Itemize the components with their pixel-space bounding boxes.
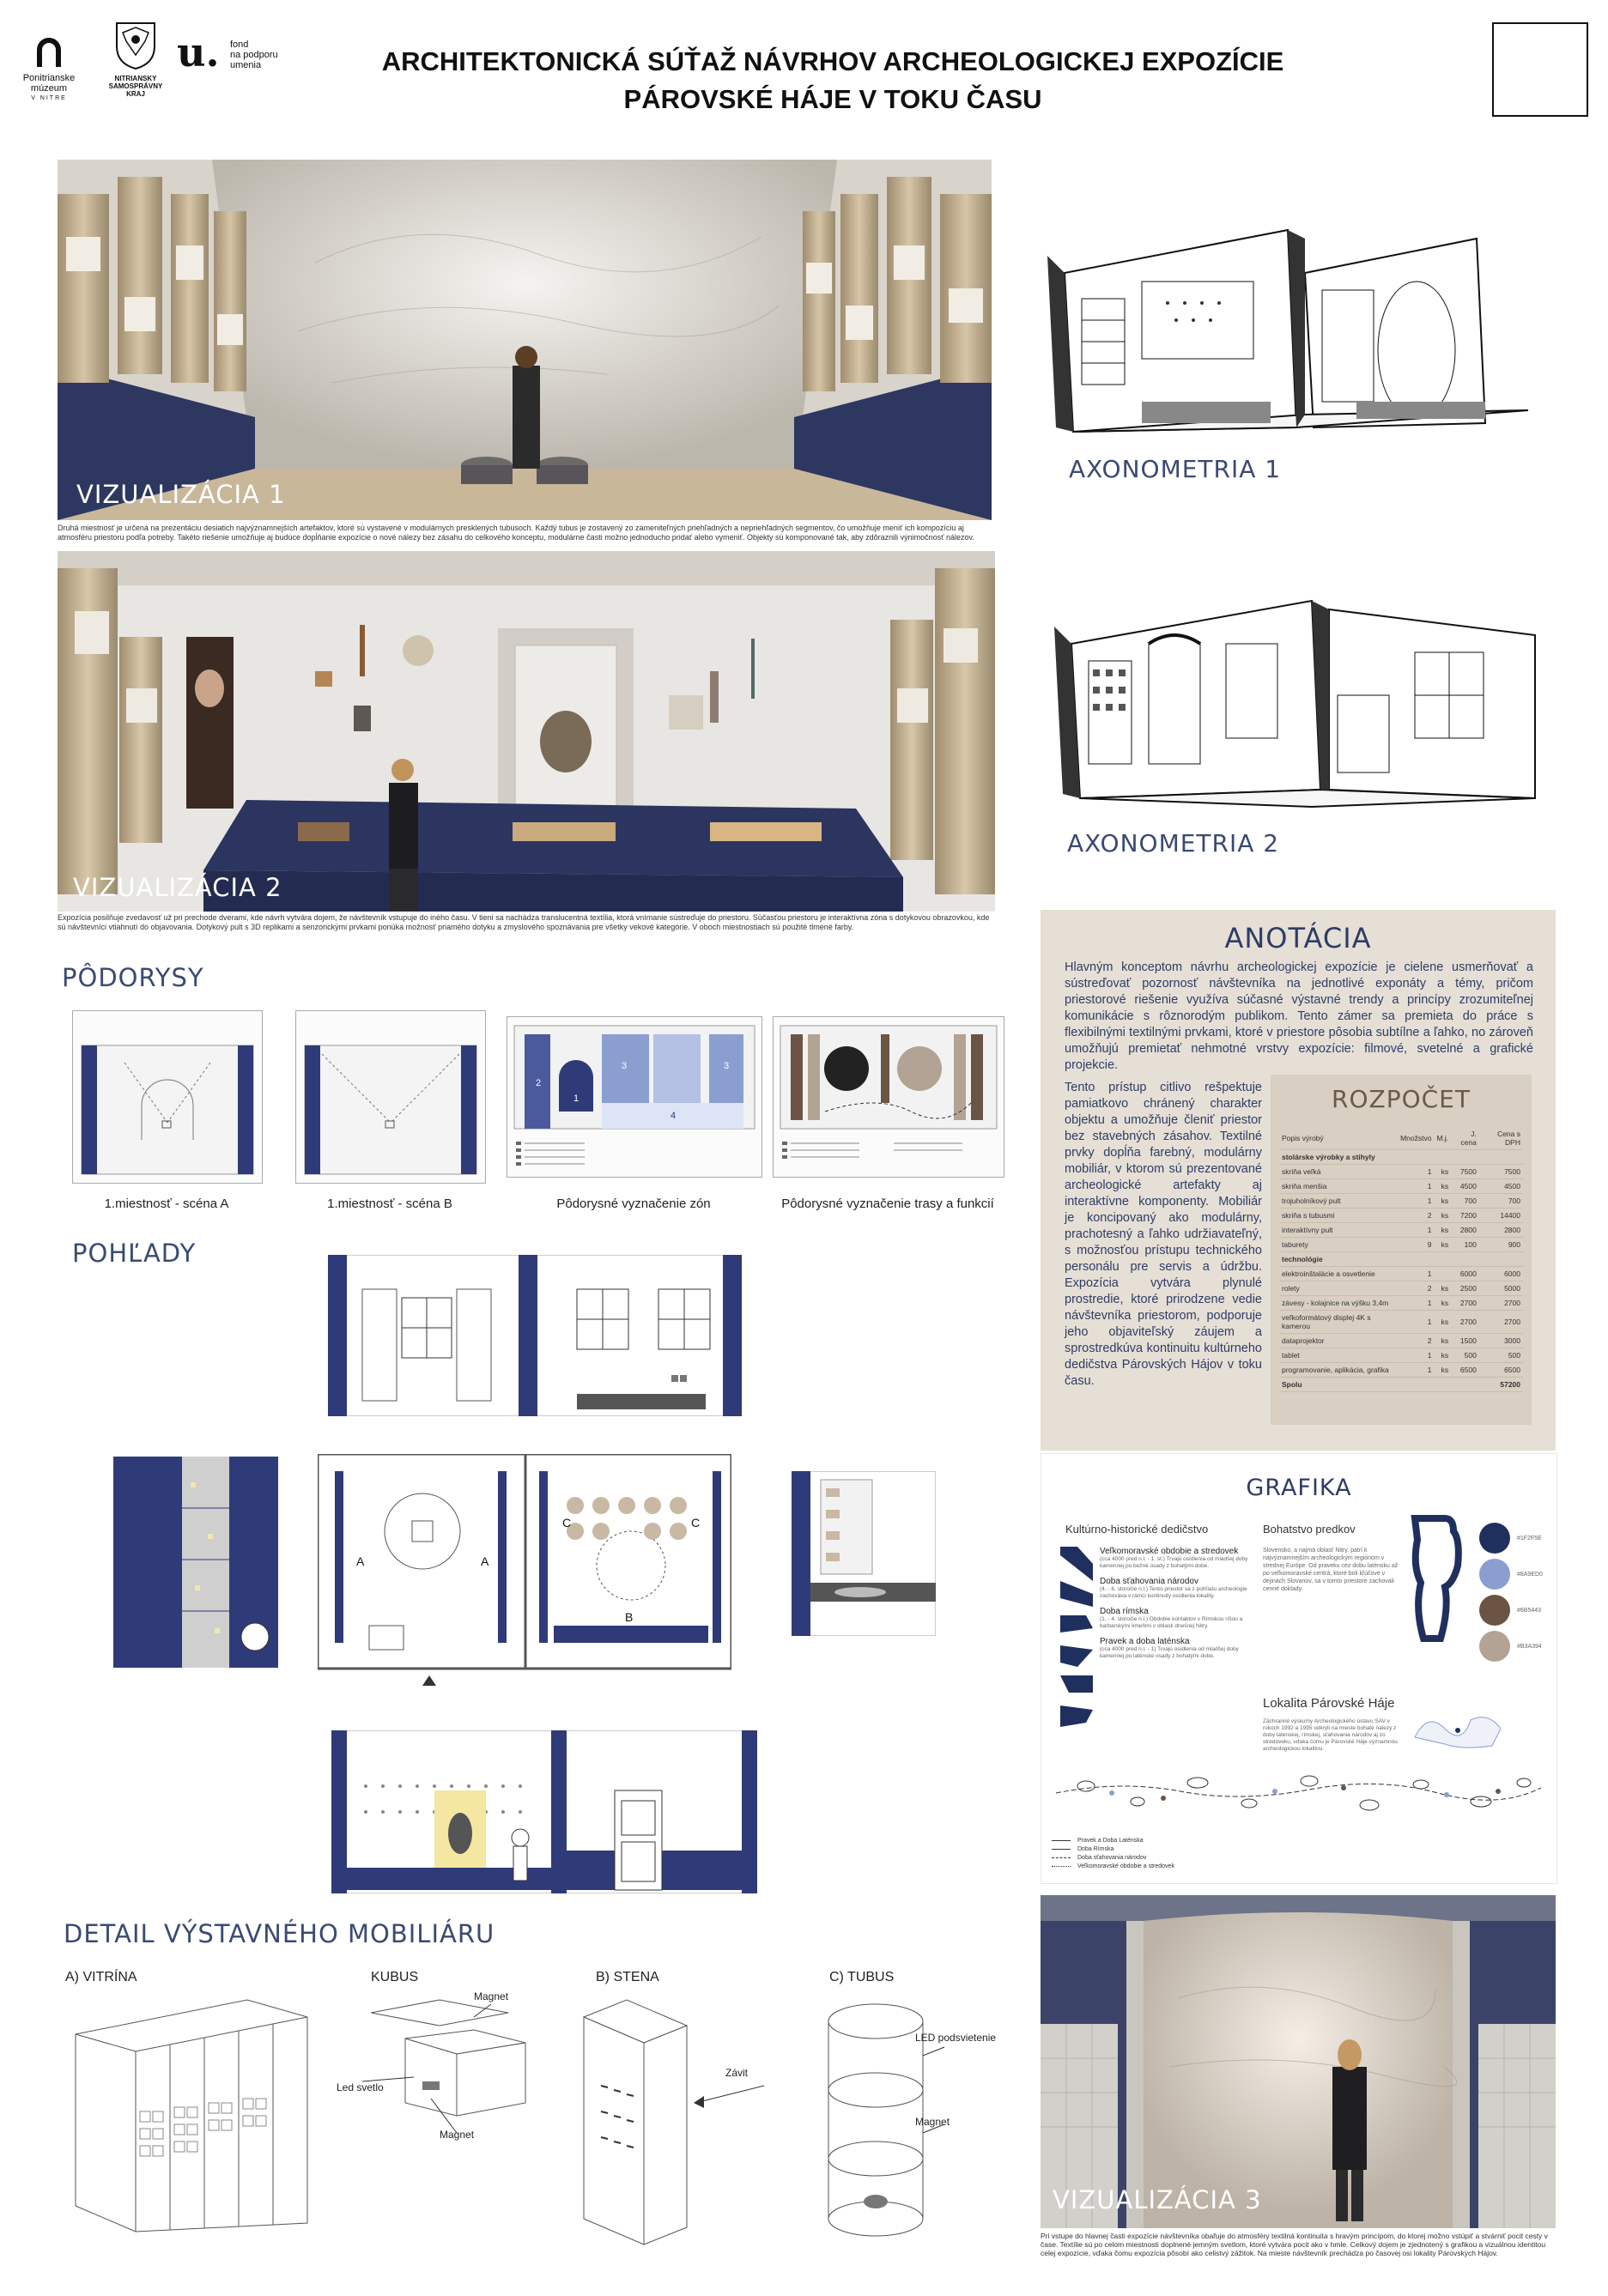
title-line2: PÁROVSKÉ HÁJE V TOKU ČASU: [623, 84, 1042, 114]
visualization-1-image: [58, 160, 992, 520]
plan-zones-svg: [507, 1017, 762, 1177]
budget-cell: 1500: [1451, 1334, 1479, 1348]
annotation-heading: ANOTÁCIA: [1224, 922, 1372, 954]
budget-cell: skriňa s tubusmi: [1279, 1209, 1398, 1223]
vitrina-drawing: [67, 1983, 316, 2240]
legend-text: Doba Rímska: [1077, 1845, 1114, 1852]
budget-cell: 500: [1451, 1348, 1479, 1363]
elevation-left-svg: [113, 1457, 278, 1668]
budget-cell: taburety: [1279, 1238, 1398, 1252]
kubus-drawing: [337, 1990, 560, 2159]
title-line1: ARCHITEKTONICKÁ SÚŤAŽ NÁVRHOV ARCHEOLOGICKEJ EXPOZÍCIE: [381, 46, 1284, 76]
kubus-led: Led svetlo: [337, 2081, 384, 2093]
budget-row: [1279, 1363, 1523, 1378]
tubus-magnet: Magnet: [915, 2116, 950, 2128]
plan-zones: [507, 1016, 762, 1178]
legend-text: Doba sťahovania národov: [1077, 1854, 1147, 1861]
budget-cell: 6500: [1451, 1363, 1479, 1378]
stena-drawing: [575, 1991, 798, 2249]
legend-row: [1052, 1836, 1309, 1845]
budget-cell: [1451, 1150, 1479, 1165]
budget-cell: [1479, 1150, 1523, 1165]
axonometry-1-label: AXONOMETRIA 1: [1069, 455, 1282, 483]
pattern-stripe-svg: [1060, 1547, 1093, 1736]
budget-cell: interaktívny pult: [1279, 1223, 1398, 1238]
budget-col-header: J. cena: [1451, 1127, 1479, 1150]
coat-of-arms-icon: [114, 21, 157, 70]
floor-plan-main: [318, 1454, 731, 1686]
budget-row: [1279, 1252, 1523, 1267]
swatch-row: [1479, 1595, 1548, 1626]
view-marker-a2: A: [481, 1554, 489, 1568]
timeline-item-title: Veľkomoravské obdobie a stredovek: [1100, 1547, 1239, 1556]
axonometry-2-label: AXONOMETRIA 2: [1067, 829, 1280, 857]
budget-cell: ks: [1434, 1165, 1451, 1179]
fpu-mark: u.: [177, 29, 220, 76]
budget-row: [1279, 1194, 1523, 1209]
timeline-item-title: Pravek a doba laténska: [1100, 1637, 1190, 1646]
budget-cell: ks: [1434, 1311, 1451, 1334]
budget-cell: 2700: [1479, 1296, 1523, 1311]
budget-cell: ks: [1434, 1223, 1451, 1238]
budget-row: [1279, 1281, 1523, 1296]
site-plan-svg: [1052, 1767, 1546, 1827]
budget-row: [1279, 1223, 1523, 1238]
page-title: [283, 43, 1382, 118]
budget-row: [1279, 1209, 1523, 1223]
budget-cell: 14400: [1479, 1209, 1523, 1223]
budget-row: [1279, 1334, 1523, 1348]
elevation-right-svg: [792, 1471, 936, 1636]
logo-nitriansky-kraj: [105, 21, 167, 106]
budget-cell: 500: [1479, 1348, 1523, 1363]
color-swatch: [1479, 1523, 1510, 1554]
plan-scene-b-label: 1.miestnosť - scéna B: [327, 1196, 452, 1211]
elevation-bottom-svg: [331, 1730, 757, 1893]
detail-kubus-label: KUBUS: [371, 1970, 419, 1984]
budget-cell: 2: [1398, 1334, 1434, 1348]
budget-cell: elektroinštalácie a osvetlenie: [1279, 1267, 1398, 1281]
budget-cell: 900: [1479, 1238, 1523, 1252]
budget-cell: [1451, 1378, 1479, 1392]
museum-arch-icon: [15, 34, 82, 69]
budget-col-header: Množstvo: [1398, 1127, 1434, 1150]
budget-cell: 7200: [1451, 1209, 1479, 1223]
site-plan-strip: [1052, 1767, 1546, 1827]
budget-row: [1279, 1378, 1523, 1392]
visualization-2-caption: Expozícia posilňuje zvedavosť už pri prechode dverami, kde návrh vytvára dojem, že návštevník vstupuje do iného času. V tieni sa nachádza translucentná textília, ktorá vnímanie sústreďuje do priestoru. Súčasťou priestoru je interaktívna zóna s dotykovou obrazovkou, kde sú návštevníci vtiahnutí do objavovania. Dotykový pult s 3D replikami a senzorickými prvkami ponúka možnosť priamého dotyku a zmyslového spoznávania pre všetky vekové kategórie. V oboch miestnostiach sú použité tlmené farby.: [58, 913, 990, 931]
stena-zavit: Závit: [725, 2067, 749, 2079]
budget-cell: [1434, 1252, 1451, 1267]
detail-tubus-label: C) TUBUS: [829, 1970, 895, 1984]
budget-row: [1279, 1179, 1523, 1194]
elevation-top-svg: [328, 1255, 742, 1416]
budget-cell: 2700: [1479, 1311, 1523, 1334]
legend-text: Pravek a Doba Laténska: [1077, 1837, 1144, 1844]
swatch-code: #8A9ED0: [1517, 1571, 1543, 1578]
zone-label-3: 3: [622, 1061, 628, 1071]
swatch-row: [1479, 1559, 1548, 1590]
color-swatch: [1479, 1631, 1510, 1662]
view-marker-c1: C: [562, 1516, 572, 1530]
views-heading: POHĽADY: [72, 1239, 197, 1268]
plan-zones-label: Pôdorysné vyznačenie zón: [556, 1196, 711, 1211]
budget-cell: 4500: [1479, 1179, 1523, 1194]
budget-cell: 6000: [1451, 1267, 1479, 1281]
legend-row: [1052, 1862, 1309, 1870]
jug-icon: [1411, 1514, 1462, 1643]
elevation-bottom: [331, 1730, 757, 1893]
plan-route-label: Pôdorysné vyznačenie trasy a funkcií: [781, 1196, 994, 1211]
plans-heading: PÔDORYSY: [62, 963, 204, 992]
swatch-row: [1479, 1523, 1548, 1554]
budget-cell: 700: [1451, 1194, 1479, 1209]
location-map: [1411, 1703, 1505, 1754]
budget-cell: dataprojektor: [1279, 1334, 1398, 1348]
budget-cell: 6500: [1479, 1363, 1523, 1378]
visualization-1-caption: Druhá miestnosť je určená na prezentáciu desiatich najvýznamnejších artefaktov, ktoré sú vystavené v modulárnych presklených tubusoch. Každý tubus je zostavený zo zameniteľných priehľadných a nepriehľadných segmentov, čo umožňuje meniť ich kompozíciu aj atmosféru priestoru podľa potreby. Takéto riešenie umožňuje aj budúce dopĺňanie expozície o nové nálezy bez zásahu do celkového konceptu, modulárne časti možno jednoducho pridať alebo vymeniť. Objekty sú komponované tak, aby zdôraznili výnimočnosť nálezov.: [58, 524, 974, 542]
budget-cell: 1: [1398, 1179, 1434, 1194]
kubus-magnet-bottom: Magnet: [440, 2129, 475, 2141]
logo1-line2: múzeum: [30, 83, 68, 94]
graphics-heading: GRAFIKA: [1246, 1475, 1352, 1501]
vitrina-svg: [67, 1983, 316, 2240]
budget-cell: ks: [1434, 1296, 1451, 1311]
timeline-item-text: (1. - 4. storočie n.l.) Obdobie kontaktov s Rímskou ríšou a barbarskými kmeňmi v oblasti dnešnej Nitry.: [1100, 1616, 1243, 1629]
kubus-magnet-top: Magnet: [474, 1990, 509, 2002]
budget-cell: [1479, 1252, 1523, 1267]
location-text: Záchranné výskumy Archeologického ústavu SAV v rokoch 1992 a 1995 odkryli na mieste bohaté nálezy z doby laténskej, rímskej, sťahovania národov aj zo stredoveku, vďaka čomu je Párovské Háje významnou archeologickou lokalitou.: [1263, 1718, 1398, 1752]
logo1-line1: Ponitrianske: [22, 73, 76, 83]
zone-label-4: 3: [724, 1061, 730, 1071]
graphics-sub-heritage: Kultúrno-historické dedičstvo: [1065, 1523, 1209, 1536]
tubus-drawing: [824, 1996, 1004, 2245]
budget-cell: rolety: [1279, 1281, 1398, 1296]
budget-cell: Spolu: [1279, 1378, 1398, 1392]
budget-col-header: Cena s DPH: [1479, 1127, 1523, 1150]
budget-cell: trojuholníkový pult: [1279, 1194, 1398, 1209]
artifact-room-render: [58, 551, 995, 912]
logo-fond-na-podporu-umenia: [177, 29, 288, 86]
location-map-svg: [1411, 1703, 1505, 1754]
visualization-3-image: [1041, 1895, 1556, 2228]
budget-cell: technológie: [1279, 1252, 1398, 1267]
visualization-1-label: VIZUALIZÁCIA 1: [76, 480, 286, 509]
color-swatches: [1479, 1523, 1548, 1667]
budget-cell: veľkoformátový displej 4K s kamerou: [1279, 1311, 1398, 1334]
plan-scene-a-label: 1.miestnosť - scéna A: [104, 1196, 229, 1211]
budget-cell: 2: [1398, 1281, 1434, 1296]
detail-vitrina-label: A) VITRÍNA: [65, 1970, 137, 1984]
logo3-line1: fond: [230, 39, 249, 50]
budget-cell: ks: [1434, 1179, 1451, 1194]
budget-cell: 4500: [1451, 1179, 1479, 1194]
furniture-detail-heading: DETAIL VÝSTAVNÉHO MOBILIÁRU: [64, 1919, 495, 1948]
budget-cell: 2500: [1451, 1281, 1479, 1296]
gallery-room-render: [58, 160, 992, 520]
logo3-line2: na podporu: [230, 50, 278, 60]
timeline-item: [1100, 1607, 1254, 1630]
timeline-item: [1100, 1547, 1254, 1570]
budget-cell: 6000: [1479, 1267, 1523, 1281]
elevation-left: [113, 1457, 278, 1668]
budget-col-header: Popis výrobý: [1279, 1127, 1398, 1150]
budget-cell: 3000: [1479, 1334, 1523, 1348]
axonometry-1-svg: [1047, 221, 1562, 453]
budget-row: [1279, 1311, 1523, 1334]
plan-scene-a: [72, 1010, 263, 1184]
legend-line: [1052, 1840, 1071, 1841]
budget-cell: [1398, 1378, 1434, 1392]
logo2-line1: NITRIANSKY: [114, 75, 157, 82]
color-swatch: [1479, 1595, 1510, 1626]
timeline-item-title: Doba rímska: [1100, 1607, 1149, 1616]
visualization-3-caption: Pri vstupe do hlavnej časti expozície návštevníka obaľuje do atmosféry textilná kontinuita s hravým princípom, do ktorej možno vstúpiť a stvárniť pocit cesty v čase. Textílie sú po celom miestnosti doplnené jemným svetlom, ktoré vytvára pocit ako v hmle. Celkový dojem je zjednotený s grafikou a vizuálnou identitou celej expozície, vďaka čomu expozícia pôsobí ako celistvý zážitok. Na mieste návštevník prechádza po časovej osi lokality Párovských Hájov.: [1041, 2232, 1548, 2257]
graphics-panel: [1041, 1453, 1557, 1884]
detail-stena-label: B) STENA: [596, 1970, 659, 1984]
legend-row: [1052, 1853, 1309, 1862]
budget-cell: programovanie, aplikácia, grafika: [1279, 1363, 1398, 1378]
corner-box: [1492, 22, 1588, 117]
budget-cell: [1451, 1252, 1479, 1267]
budget-cell: [1434, 1267, 1451, 1281]
budget-cell: 7500: [1451, 1165, 1479, 1179]
budget-cell: 1: [1398, 1194, 1434, 1209]
axonometry-1-drawing: [1047, 221, 1562, 453]
plan-scene-a-svg: [73, 1011, 262, 1183]
budget-cell: [1434, 1378, 1451, 1392]
budget-cell: ks: [1434, 1334, 1451, 1348]
legend-row: [1052, 1845, 1309, 1853]
elevation-right: [792, 1471, 936, 1636]
annotation-paragraph-2: Tento prístup citlivo rešpektuje pamiatkovo chránený charakter objektu a umožňuje členiť priestor bez stavebných zásahov. Textilné prvky dopĺňa farebný, modulárny mobiliár, v ktorom sú prezentované archeologické artefakty aj interaktívne komponenty. Mobiliár je koncipovaný ako modulárny, prachotesný a ľahko udržiavateľný, s možnosťou prístupu technického personálu pre servis a údržbu. Expozícia vytvára plynulé prostredie, ktoré prirodzene vedie návštevníka priestorom, podporuje jeho objaviteľský záujem a sprostredkúva kontinuitu kultúrneho dedičstva Párovských Hájov v toku času.: [1065, 1081, 1262, 1388]
legend-line: [1052, 1857, 1071, 1858]
logo2-line3: KRAJ: [126, 90, 145, 98]
swatch-code: #6B5443: [1517, 1607, 1542, 1614]
budget-cell: 1: [1398, 1296, 1434, 1311]
timeline-item: [1100, 1637, 1254, 1660]
timeline-item-text: (cca 4000 pred n.l. - 1. st.) Trvajú osídlenia od mladšej doby kamennej po bežné osady z bohatými dobe.: [1100, 1556, 1248, 1569]
budget-cell: ks: [1434, 1238, 1451, 1252]
budget-row: [1279, 1165, 1523, 1179]
graphics-sub-wealth: Bohatstvo predkov: [1263, 1523, 1356, 1536]
budget-cell: skriňa menšia: [1279, 1179, 1398, 1194]
budget-cell: 2800: [1479, 1223, 1523, 1238]
budget-cell: 1: [1398, 1165, 1434, 1179]
budget-cell: 1: [1398, 1267, 1434, 1281]
legend-line: [1052, 1866, 1071, 1867]
pattern-stripe: [1060, 1547, 1093, 1736]
budget-cell: [1398, 1252, 1434, 1267]
logo2-line2: SAMOSPRÁVNY: [108, 82, 163, 90]
graphics-timeline-items: [1100, 1547, 1254, 1667]
budget-cell: 9: [1398, 1238, 1434, 1252]
floor-plan-main-svg: [318, 1454, 731, 1686]
budget-cell: 1: [1398, 1311, 1434, 1334]
stena-svg: [575, 1991, 798, 2249]
budget-cell: ks: [1434, 1363, 1451, 1378]
budget-cell: stolárske výrobky a stihyly: [1279, 1150, 1398, 1165]
budget-cell: 2700: [1451, 1296, 1479, 1311]
budget-cell: závesy - kolajnice na výšku 3,4m: [1279, 1296, 1398, 1311]
plan-scene-b: [295, 1010, 486, 1184]
budget-cell: 1: [1398, 1348, 1434, 1363]
budget-cell: 1: [1398, 1223, 1434, 1238]
budget-row: [1279, 1267, 1523, 1281]
budget-cell: ks: [1434, 1281, 1451, 1296]
view-marker-b: B: [625, 1610, 634, 1624]
budget-cell: 2700: [1451, 1311, 1479, 1334]
budget-cell: 2800: [1451, 1223, 1479, 1238]
budget-cell: 57200: [1479, 1378, 1523, 1392]
view-marker-c2: C: [691, 1516, 701, 1530]
budget-row: [1279, 1348, 1523, 1363]
location-title: Lokalita Párovské Háje: [1263, 1696, 1395, 1711]
axonometry-2-svg: [1054, 592, 1569, 824]
visualization-3-label: VIZUALIZÁCIA 3: [1053, 2185, 1262, 2214]
budget-row: [1279, 1296, 1523, 1311]
budget-cell: ks: [1434, 1194, 1451, 1209]
legend-line: [1052, 1849, 1071, 1850]
wealth-text: Slovensko, a najmä oblasť Nitry, patrí k najvýznamnejším archeologickým regiónom v strednej Európe. Od praveku cez dobu laténsku až po veľkomoravské centrá, ktoré boli kľúčové v dejinách Slovanov, sa v tomto priestore zachovali cenné doklady.: [1263, 1548, 1399, 1592]
budget-cell: 700: [1479, 1194, 1523, 1209]
visualization-2-image: [58, 551, 995, 912]
budget-panel: [1271, 1075, 1532, 1425]
budget-cell: skriňa veľká: [1279, 1165, 1398, 1179]
budget-table: [1279, 1127, 1523, 1392]
logo1-line3: V NITRE: [31, 95, 67, 101]
axonometry-2-drawing: [1054, 592, 1569, 824]
logo-ponitrianske-muzeum: [15, 34, 82, 103]
tubus-led: LED podsvietenie: [915, 2032, 997, 2044]
budget-cell: [1398, 1150, 1434, 1165]
swatch-row: [1479, 1631, 1548, 1662]
plan-scene-b-svg: [296, 1011, 485, 1183]
budget-cell: 5000: [1479, 1281, 1523, 1296]
budget-row: [1279, 1238, 1523, 1252]
timeline-item-title: Doba sťahovania národov: [1100, 1577, 1198, 1586]
legend-text: Veľkomoravské obdobie a stredovek: [1077, 1863, 1174, 1869]
graphics-legend: [1052, 1836, 1309, 1870]
budget-row: [1279, 1150, 1523, 1165]
swatch-code: #1F2F5E: [1517, 1535, 1542, 1542]
view-marker-a1: A: [356, 1554, 365, 1568]
budget-col-header: M.j.: [1434, 1127, 1451, 1150]
zone-label-1: 2: [536, 1078, 542, 1088]
annotation-paragraph-1: Hlavným konceptom návrhu archeologickej expozície je cielene usmerňovať a sústreďovať pozornosť návštevníka na jednotlivé exponáty a témy, pričom priestorové riešenie využíva súčasné výstavné trendy a princípy zrozumiteľnej komunikácie s rôznorodým publikom. Tento zámer sa premieta do práce s flexibilnými textilnými prvkami, ktoré v priestore pôsobia subtílne a ľahko, no zároveň umožňujú premietať nehmotné vrstvy expozície: filmové, svetelné a grafické projekcie.: [1065, 960, 1533, 1072]
zone-label-2: 1: [573, 1093, 579, 1104]
zone-label-5: 4: [671, 1111, 677, 1121]
annotation-panel: [1041, 910, 1556, 1451]
logo3-line3: umenia: [230, 60, 262, 70]
budget-cell: 2: [1398, 1209, 1434, 1223]
budget-cell: 7500: [1479, 1165, 1523, 1179]
timeline-item-text: (4. - 6. storočie n.l.) Tento priestor sa z pohľadu archeológie zachováva v rámci kontinuity osídlenia lokality.: [1100, 1586, 1247, 1599]
budget-cell: 1: [1398, 1363, 1434, 1378]
budget-cell: 100: [1451, 1238, 1479, 1252]
visualization-2-label: VIZUALIZÁCIA 2: [73, 873, 282, 902]
timeline-item-text: (cca 4000 pred n.l. - 1) Trvajú osídlenia od mladšej doby kamennej po laténske osady z bohatými dobe.: [1100, 1646, 1239, 1659]
elevation-top: [328, 1255, 742, 1416]
budget-cell: [1434, 1150, 1451, 1165]
budget-cell: ks: [1434, 1348, 1451, 1363]
budget-cell: tablet: [1279, 1348, 1398, 1363]
budget-cell: ks: [1434, 1209, 1451, 1223]
budget-heading: ROZPOČET: [1332, 1085, 1471, 1113]
jug-pictogram: [1411, 1514, 1462, 1643]
color-swatch: [1479, 1559, 1510, 1590]
timeline-item: [1100, 1577, 1254, 1600]
plan-route: [773, 1016, 1004, 1178]
plan-route-svg: [774, 1017, 1004, 1177]
swatch-code: #B3A394: [1517, 1643, 1542, 1650]
textile-room-render: [1041, 1895, 1556, 2228]
